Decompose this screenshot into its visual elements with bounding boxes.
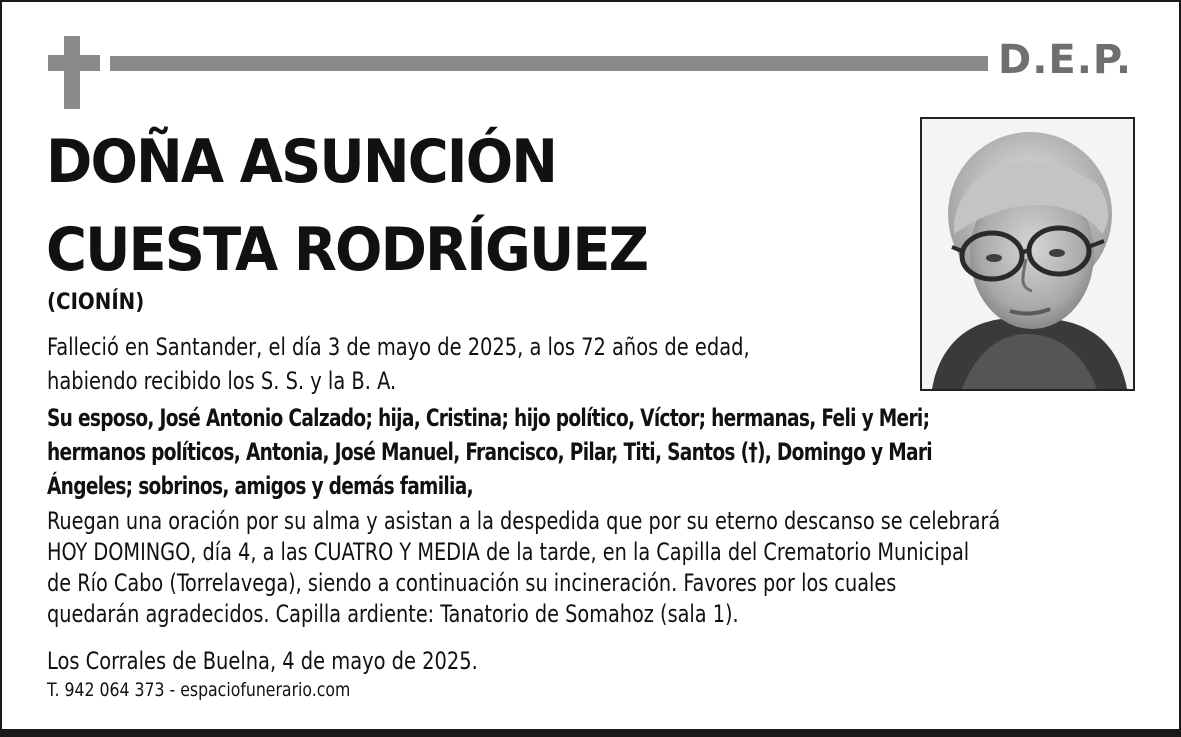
intro-line: habiendo recibido los S. S. y la B. A. bbox=[47, 367, 397, 395]
death-notice-intro bbox=[47, 330, 821, 398]
ceremony-notice bbox=[47, 506, 1128, 630]
cross-icon bbox=[48, 36, 100, 109]
place-date: Los Corrales de Buelna, 4 de mayo de 2025. bbox=[47, 647, 478, 675]
family-line: Su esposo, José Antonio Calzado; hija, Cristina; hijo político, Víctor; hermanas, Feli y Meri; bbox=[47, 404, 930, 432]
bottom-rule bbox=[0, 729, 1181, 737]
deceased-name bbox=[46, 118, 647, 294]
family-list bbox=[47, 401, 1019, 503]
notice-line: de Río Cabo (Torrelavega), siendo a continuación su incineración. Favores por los cuales bbox=[47, 569, 897, 597]
portrait-photo bbox=[920, 117, 1135, 391]
notice-line: Ruegan una oración por su alma y asistan a la despedida que por su eterno descanso se celebrará bbox=[47, 507, 1001, 535]
family-line: hermanos políticos, Antonia, José Manuel, Francisco, Pilar, Titi, Santos (†), Domingo y Mari bbox=[47, 438, 932, 466]
family-line: Ángeles; sobrinos, amigos y demás familia, bbox=[47, 472, 473, 500]
header-rule bbox=[110, 56, 988, 71]
name-line-1: DOÑA ASUNCIÓN bbox=[46, 127, 557, 197]
intro-line: Falleció en Santander, el día 3 de mayo de 2025, a los 72 años de edad, bbox=[47, 333, 750, 361]
name-line-2: CUESTA RODRÍGUEZ bbox=[46, 215, 648, 285]
notice-line: quedarán agradecidos. Capilla ardiente: Tanatorio de Somahoz (sala 1). bbox=[47, 600, 739, 628]
dep-mark: D.E.P. bbox=[998, 37, 1133, 83]
portrait-illustration bbox=[922, 119, 1133, 389]
nickname: (CIONÍN) bbox=[47, 290, 145, 315]
notice-line: HOY DOMINGO, día 4, a las CUATRO Y MEDIA de la tarde, en la Capilla del Crematorio Municipal bbox=[47, 538, 970, 566]
contact-line: T. 942 064 373 - espaciofunerario.com bbox=[47, 679, 351, 701]
